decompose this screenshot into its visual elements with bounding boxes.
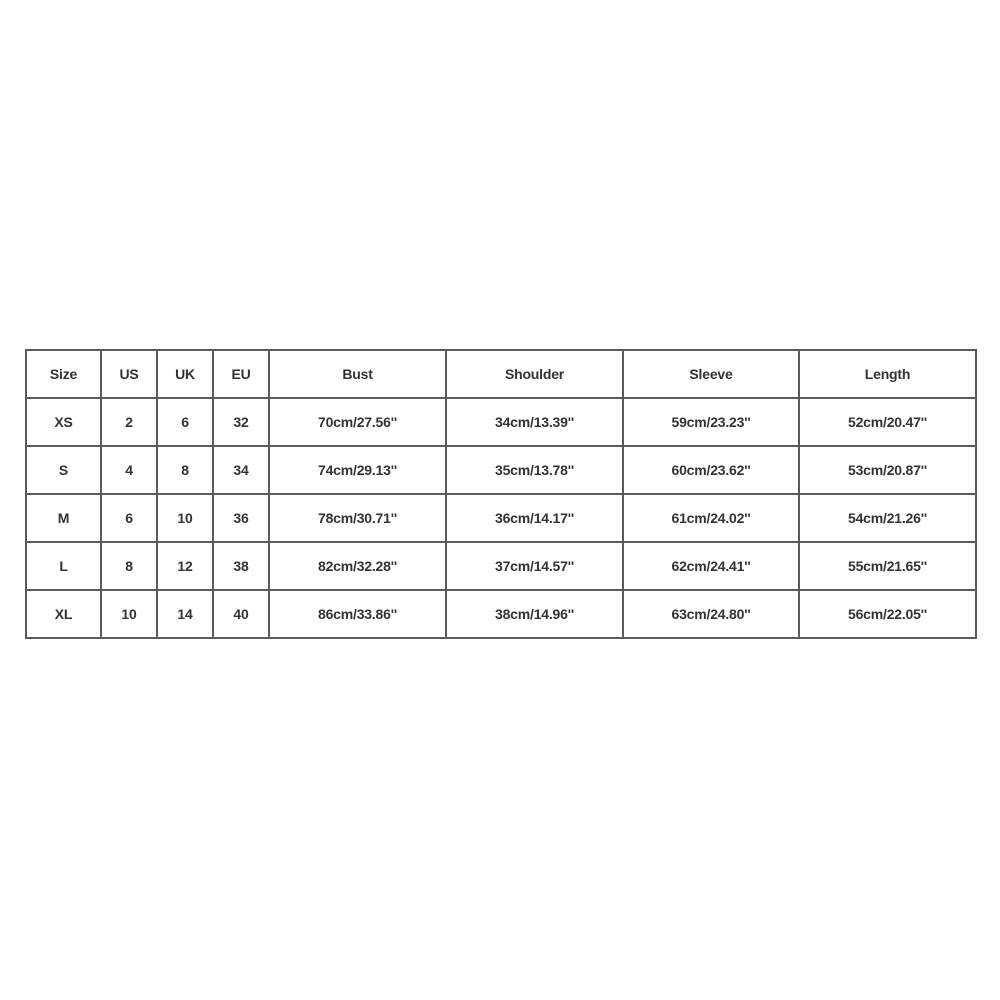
cell-bust: 74cm/29.13'': [269, 446, 446, 494]
cell-bust: 78cm/30.71'': [269, 494, 446, 542]
cell-eu: 32: [213, 398, 269, 446]
cell-sleeve: 61cm/24.02'': [623, 494, 799, 542]
cell-size: M: [26, 494, 101, 542]
cell-shoulder: 35cm/13.78'': [446, 446, 623, 494]
cell-us: 8: [101, 542, 157, 590]
cell-length: 56cm/22.05'': [799, 590, 976, 638]
cell-eu: 36: [213, 494, 269, 542]
cell-shoulder: 34cm/13.39'': [446, 398, 623, 446]
header-us: US: [101, 350, 157, 398]
cell-length: 53cm/20.87'': [799, 446, 976, 494]
size-chart-table: [25, 349, 977, 639]
cell-shoulder: 36cm/14.17'': [446, 494, 623, 542]
cell-eu: 40: [213, 590, 269, 638]
cell-sleeve: 60cm/23.62'': [623, 446, 799, 494]
cell-sleeve: 62cm/24.41'': [623, 542, 799, 590]
cell-size: S: [26, 446, 101, 494]
table-row: [26, 494, 976, 542]
cell-us: 6: [101, 494, 157, 542]
header-uk: UK: [157, 350, 213, 398]
cell-bust: 82cm/32.28'': [269, 542, 446, 590]
cell-sleeve: 63cm/24.80'': [623, 590, 799, 638]
cell-uk: 14: [157, 590, 213, 638]
table-row: [26, 542, 976, 590]
cell-shoulder: 37cm/14.57'': [446, 542, 623, 590]
cell-shoulder: 38cm/14.96'': [446, 590, 623, 638]
cell-size: L: [26, 542, 101, 590]
header-eu: EU: [213, 350, 269, 398]
cell-eu: 34: [213, 446, 269, 494]
cell-uk: 6: [157, 398, 213, 446]
cell-size: XL: [26, 590, 101, 638]
cell-eu: 38: [213, 542, 269, 590]
cell-us: 4: [101, 446, 157, 494]
cell-length: 52cm/20.47'': [799, 398, 976, 446]
cell-bust: 70cm/27.56'': [269, 398, 446, 446]
table-row: [26, 398, 976, 446]
header-length: Length: [799, 350, 976, 398]
header-bust: Bust: [269, 350, 446, 398]
header-size: Size: [26, 350, 101, 398]
header-sleeve: Sleeve: [623, 350, 799, 398]
table-row: [26, 446, 976, 494]
cell-us: 10: [101, 590, 157, 638]
cell-size: XS: [26, 398, 101, 446]
cell-sleeve: 59cm/23.23'': [623, 398, 799, 446]
cell-us: 2: [101, 398, 157, 446]
table-row: [26, 590, 976, 638]
cell-length: 55cm/21.65'': [799, 542, 976, 590]
cell-uk: 10: [157, 494, 213, 542]
header-shoulder: Shoulder: [446, 350, 623, 398]
cell-length: 54cm/21.26'': [799, 494, 976, 542]
cell-uk: 8: [157, 446, 213, 494]
cell-uk: 12: [157, 542, 213, 590]
header-row: [26, 350, 976, 398]
cell-bust: 86cm/33.86'': [269, 590, 446, 638]
